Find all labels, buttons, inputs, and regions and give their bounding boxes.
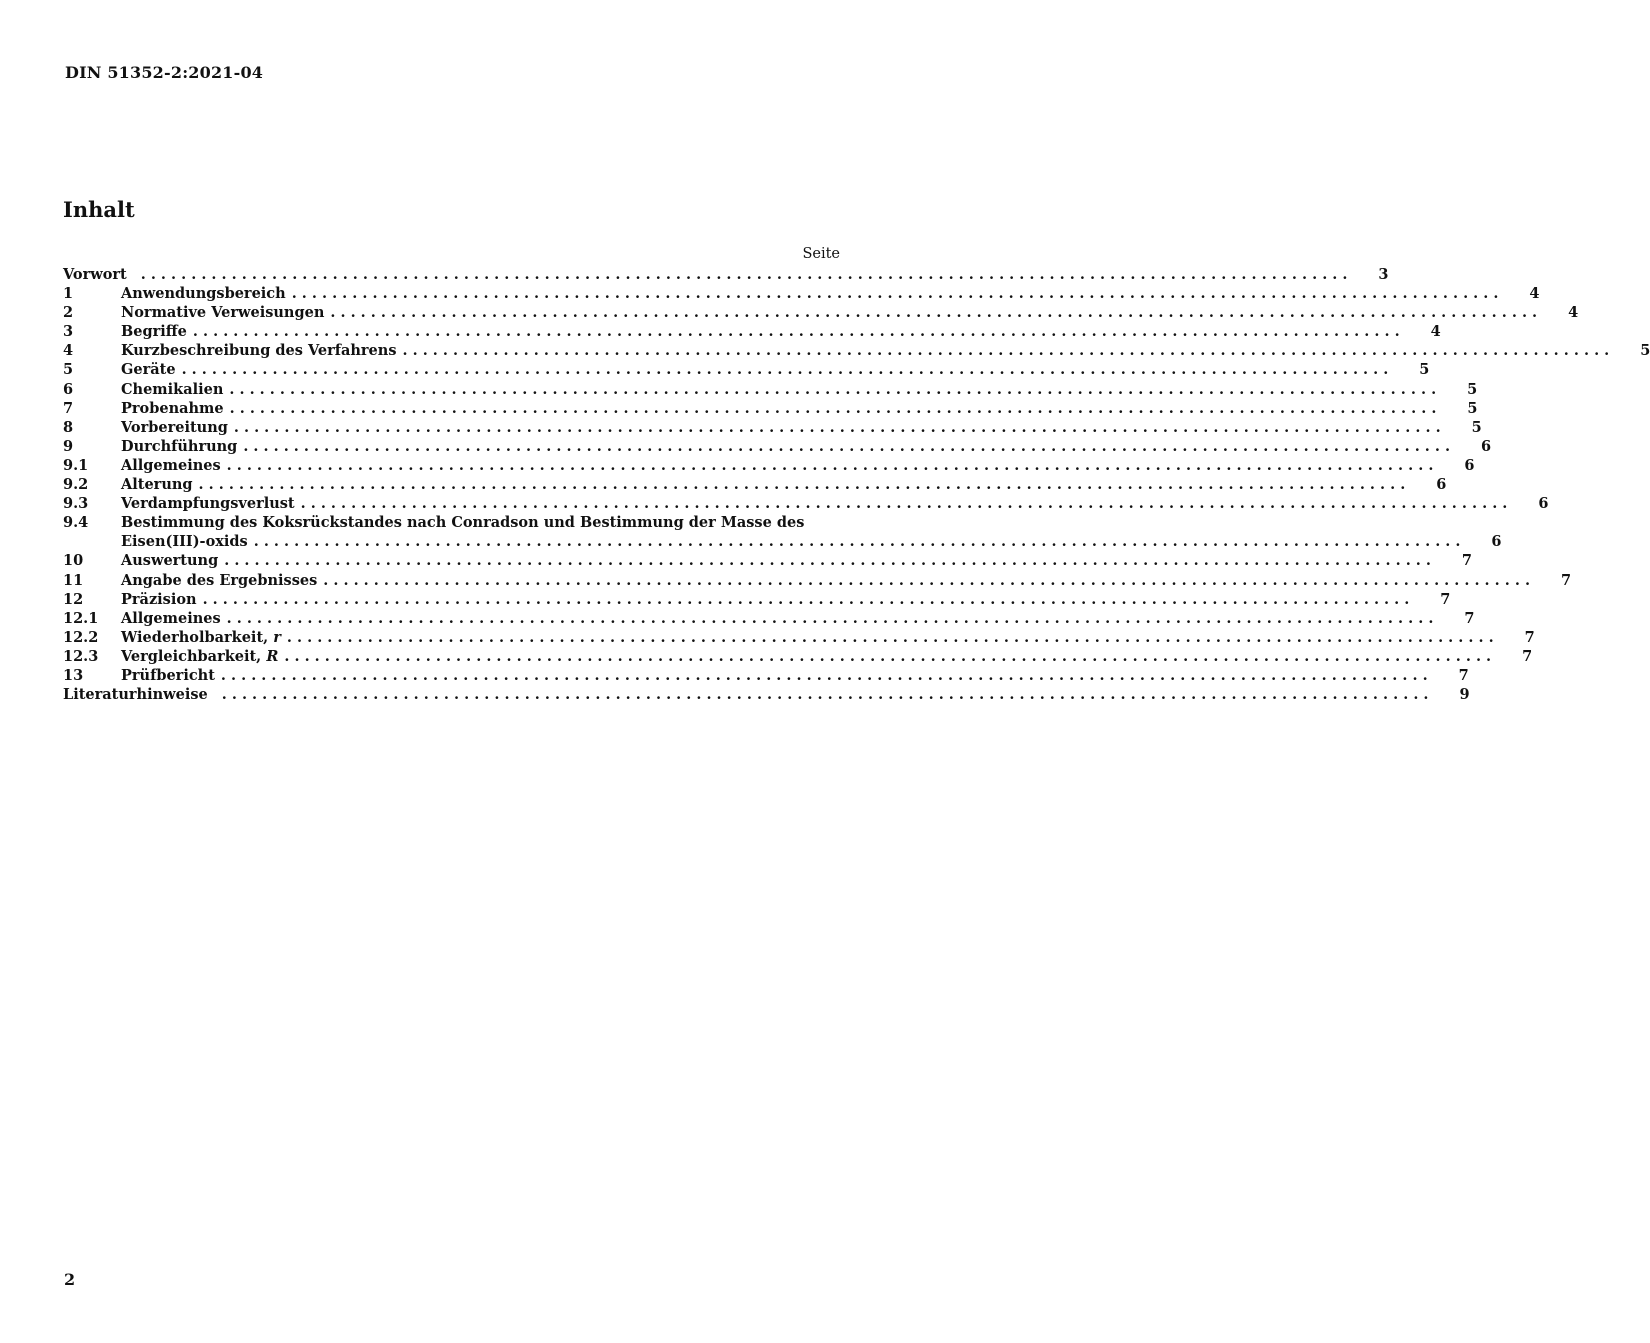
toc-entry[interactable] [63,590,1451,609]
toc-entry-number: 13 [63,666,84,684]
toc-entry-title-text: Wiederholbarkeit, [121,628,269,646]
page-column-label: Seite [802,246,840,262]
toc-entry-title-continued: Eisen(III)-oxids [121,533,248,551]
toc-entry-title: Prüfbericht [121,666,215,684]
toc-entry-title: Chemikalien [121,380,224,398]
toc-entry-page: 4 [1568,304,1579,322]
toc-entry-page: 7 [1458,666,1469,684]
page-number: 2 [64,1270,76,1289]
toc-entry-page: 5 [1467,399,1478,417]
toc-entry-symbol: R [266,647,279,665]
toc-leader-dots: ........................................................................................................................ [224,552,1437,570]
toc-entry-title: Probenahme [121,399,224,417]
toc-entry-number: 2 [63,304,74,322]
toc-entry[interactable] [63,571,1572,590]
toc-entry[interactable] [63,399,1478,418]
toc-leader-dots: ........................................................................................................................ [220,666,1433,684]
toc-entry-title-text: Vergleichbarkeit, [121,647,262,665]
toc-entry-page: 5 [1467,380,1478,398]
toc-entry[interactable] [63,380,1478,399]
toc-leader-dots: ........................................................................................................................ [229,380,1442,398]
toc-leader-dots: ........................................................................................................................ [192,323,1405,341]
toc-entry[interactable] [63,666,1469,685]
toc-entry[interactable] [63,437,1492,456]
toc-entry-number: 3 [63,323,74,341]
toc-entry-title: Begriffe [121,323,187,341]
toc-leader-dots: ........................................................................................................................ [229,399,1442,417]
toc-entry-title: Präzision [121,590,197,608]
toc-entry-number: 6 [63,380,74,398]
toc-entry-vorwort[interactable] [63,265,1389,284]
toc-entry-title: Alterung [121,476,193,494]
toc-leader-dots: ........................................................................................................................ [284,647,1497,665]
toc-entry-title: Normative Verweisungen [121,304,325,322]
toc-entry-title [121,628,287,647]
toc-entry-title: Durchführung [121,437,238,455]
toc-entry-number: 9.1 [63,456,89,474]
toc-leader-dots: ........................................................................................................................ [233,418,1446,436]
toc-entry-title: Kurzbeschreibung des Verfahrens [121,342,397,360]
toc-entry-page: 7 [1440,590,1451,608]
table-of-contents [63,265,1650,704]
toc-entry-page: 4 [1529,285,1540,303]
toc-entry-title: Vorbereitung [121,418,228,436]
toc-leader-dots: ........................................................................................................................ [253,533,1466,551]
toc-entry-title: Allgemeines [121,456,221,474]
toc-entry[interactable] [63,284,1540,303]
toc-entry[interactable] [63,418,1482,437]
toc-entry-symbol: r [273,628,281,646]
toc-leader-dots: ........................................................................................................................ [140,266,1353,283]
toc-entry-number: 9.2 [63,476,89,494]
toc-entry[interactable] [63,551,1473,570]
toc-entry[interactable] [63,494,1549,513]
toc-entry-title: Auswertung [121,552,219,570]
toc-leader-dots: ........................................................................................................................ [300,495,1513,513]
toc-entry-title: Angabe des Ergebnisses [121,571,318,589]
toc-leader-dots: ........................................................................................................................ [291,285,1504,303]
toc-entry-title: Allgemeines [121,609,221,627]
toc-entry-number: 12.1 [63,609,99,627]
page-title: Inhalt [63,197,135,222]
toc-leader-dots: ........................................................................................................................ [198,476,1411,494]
toc-entry-number: 10 [63,552,84,570]
toc-entry-number: 11 [63,571,84,589]
toc-entry[interactable] [63,628,1535,647]
toc-entry-continuation[interactable] [63,532,1502,551]
toc-entry[interactable] [63,475,1447,494]
toc-entry-page: 7 [1461,552,1473,570]
toc-entry-page: 9 [1459,686,1470,704]
toc-entry-page: 7 [1464,609,1475,627]
toc-entry-page: 7 [1560,571,1572,589]
toc-entry-page: 3 [1378,266,1389,283]
toc-entry-title: Geräte [121,361,176,379]
toc-entry-page: 5 [1471,418,1482,436]
toc-entry[interactable] [63,341,1650,360]
toc-entry-page: 6 [1436,476,1447,494]
toc-entry-title: Bestimmung des Koksrückstandes nach Conradson und Bestimmung der Masse des [121,514,805,532]
toc-leader-dots: ........................................................................................................................ [402,342,1615,360]
toc-entry-number: 9.3 [63,495,89,513]
toc-entry[interactable] [63,322,1441,341]
toc-entry-title: Vorwort [63,266,127,283]
toc-entry-page: 5 [1640,342,1650,360]
toc-entry-page: 4 [1430,323,1441,341]
toc-entry-title: Literaturhinweise [63,686,208,704]
toc-entry-page: 7 [1522,647,1533,665]
toc-leader-dots: ........................................................................................................................ [243,437,1456,455]
toc-entry-title: Verdampfungsverlust [121,495,295,513]
toc-entry[interactable] [63,609,1475,628]
toc-entry-number: 1 [63,285,74,303]
toc-leader-dots: ........................................................................................................................ [221,686,1434,704]
toc-entry-number: 12.2 [63,628,99,646]
toc-entry-page: 5 [1419,361,1430,379]
toc-entry[interactable] [63,303,1579,322]
toc-entry-number: 12.3 [63,647,99,665]
toc-entry[interactable] [63,456,1475,475]
toc-entry-number: 9.4 [63,514,89,532]
toc-leader-dots: ........................................................................................................................ [226,609,1439,627]
toc-entry-number: 5 [63,361,74,379]
toc-entry-number: 12 [63,590,84,608]
toc-entry-page: 6 [1481,437,1492,455]
toc-leader-dots: ........................................................................................................................ [323,571,1536,589]
toc-entry-title [121,647,284,666]
toc-entry[interactable] [63,647,1533,666]
document-id: DIN 51352-2:2021-04 [65,63,264,82]
toc-entry-page: 6 [1491,533,1502,551]
toc-entry-number: 8 [63,418,74,436]
toc-leader-dots: ........................................................................................................................ [202,590,1415,608]
toc-entry-number: 9 [63,437,74,455]
toc-leader-dots: ........................................................................................................................ [226,456,1439,474]
toc-entry[interactable] [63,513,840,532]
toc-entry-literaturhinweise[interactable] [63,685,1470,704]
toc-entry-title: Anwendungsbereich [121,285,286,303]
toc-entry-number: 4 [63,342,74,360]
toc-leader-dots: ........................................................................................................................ [330,304,1543,322]
toc-leader-dots: ........................................................................................................................ [286,628,1499,646]
toc-entry-number: 7 [63,399,74,417]
toc-entry-page: 6 [1464,456,1475,474]
toc-entry-page: 6 [1538,495,1549,513]
toc-leader-dots: ........................................................................................................................ [181,361,1394,379]
toc-entry-page: 7 [1524,628,1535,646]
toc-entry[interactable] [63,360,1430,379]
